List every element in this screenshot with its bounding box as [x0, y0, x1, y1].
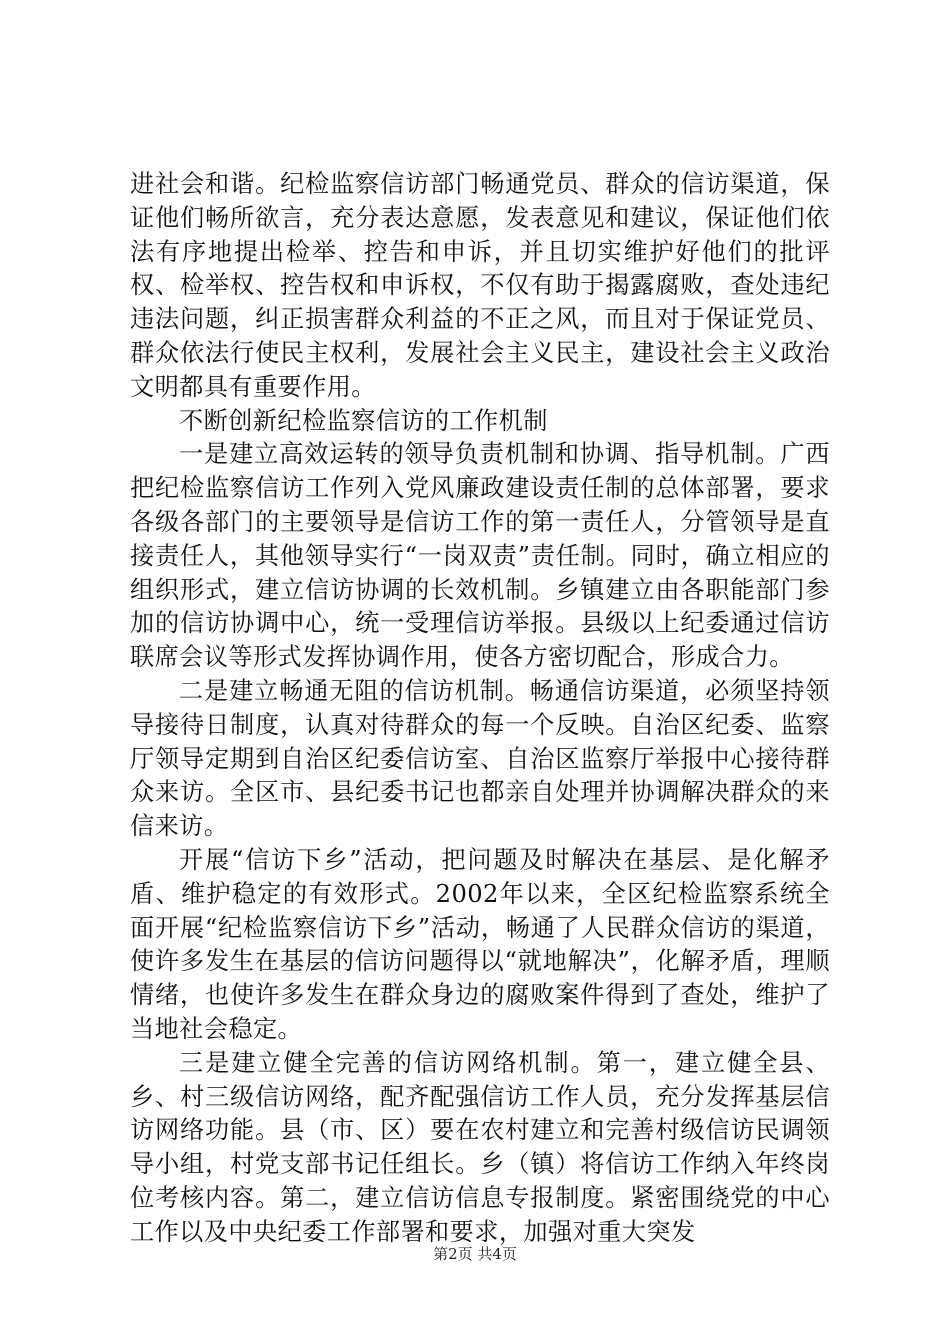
- page-footer: [0, 1244, 950, 1264]
- paragraph-3: 一是建立高效运转的领导负责机制和协调、指导机制。广西把纪检监察信访工作列入党风廉政建设责任制的总体部署，要求各级各部门的主要领导是信访工作的第一责任人，分管领导是直接责任人，其他领导实行“一岗双责”责任制。同时，确立相应的组织形式，建立信访协调的长效机制。乡镇建立由各职能部门参加的信访协调中心，统一受理信访举报。县级以上纪委通过信访联席会议等形式发挥协调作用，使各方密切配合，形成合力。: [130, 440, 830, 672]
- paragraph-5: 开展“信访下乡”活动，把问题及时解决在基层、是化解矛盾、维护稳定的有效形式。2002年以来，全区纪检监察系统全面开展“纪检监察信访下乡”活动，畅通了人民群众信访的渠道，使许多发生在基层的信访问题得以“就地解决”，化解矛盾，理顺情绪，也使许多发生在群众身边的腐败案件得到了查处，维护了当地社会稳定。: [130, 845, 830, 1043]
- paragraph-1: 进社会和谐。纪检监察信访部门畅通党员、群众的信访渠道，保证他们畅所欲言，充分表达意愿，发表意见和建议，保证他们依法有序地提出检举、控告和申诉，并且切实维护好他们的批评权、检举权、控告权和申诉权，不仅有助于揭露腐败，查处违纪违法问题，纠正损害群众利益的不正之风，而且对于保证党员、群众依法行使民主权利，发展社会主义民主，建设社会主义政治文明都具有重要作用。: [130, 170, 830, 401]
- page-number-label: 第2页 共4页: [433, 1245, 517, 1263]
- paragraph-4: 二是建立畅通无阻的信访机制。畅通信访渠道，必须坚持领导接待日制度，认真对待群众的每一个反映。自治区纪委、监察厅领导定期到自治区纪委信访室、自治区监察厅举报中心接待群众来访。全区市、县纪委书记也都亲自处理并协调解决群众的来信来访。: [130, 676, 830, 841]
- section-heading: 不断创新纪检监察信访的工作机制: [179, 406, 548, 435]
- paragraph-6: 三是建立健全完善的信访网络机制。第一，建立健全县、乡、村三级信访网络，配齐配强信访工作人员，充分发挥基层信访网络功能。县（市、区）要在农村建立和完善村级信访民调领导小组，村党支部书记任组长。乡（镇）将信访工作纳入年终岗位考核内容。第二，建立信访信息专报制度。紧密围绕党的中心工作以及中央纪委工作部署和要求，加强对重大突发: [130, 1048, 830, 1246]
- document-body: [130, 168, 830, 1250]
